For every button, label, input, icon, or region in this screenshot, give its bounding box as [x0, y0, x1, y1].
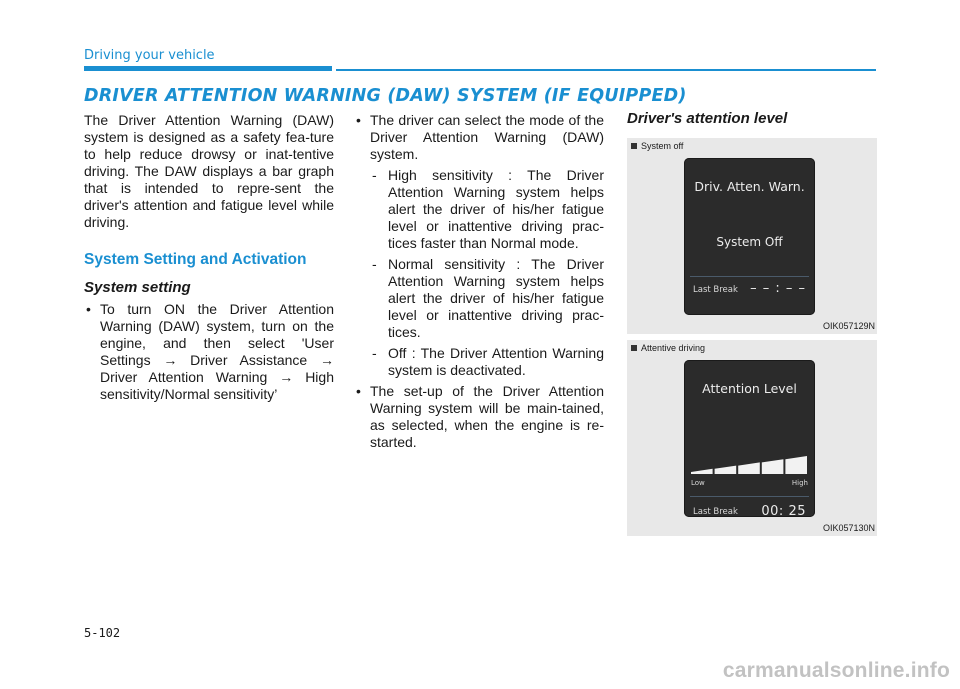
sub-item-text: Off : The Driver Attention Warning system is deactivated. — [388, 345, 604, 378]
page-number: 5-102 — [84, 626, 121, 640]
display-divider — [690, 496, 809, 497]
figure-code: OIK057129N — [822, 321, 875, 331]
display-divider — [690, 276, 809, 277]
bullet-text: To turn ON the Driver Attention Warning (DAW) system, turn on the engine, and then select 'User Settings → Driver Assistance → Driver Attention Warning → High sensitivity/Normal sensitivity’ — [100, 301, 334, 402]
attention-level-heading: Driver's attention level — [627, 110, 788, 127]
section-rule-thin — [336, 69, 876, 71]
last-break-value: 00: 25 — [761, 504, 806, 519]
attention-bar-segment — [691, 469, 713, 474]
display-status: System Off — [716, 235, 783, 249]
sub-item-text: Normal sensitivity : The Driver Attention Warning system helps alert the driver of his/her fatigue level or inattentive driving prac-tices. — [388, 256, 604, 340]
left-column — [84, 112, 334, 403]
display-title: Driv. Atten. Warn. — [694, 179, 805, 194]
figure-caption: System off — [631, 141, 683, 151]
last-break-value: – – : – – — [750, 281, 806, 296]
dash-icon: - — [372, 256, 377, 272]
bullet-item — [354, 112, 604, 163]
figure-system-off — [627, 138, 877, 334]
attention-bar-segment — [715, 466, 737, 474]
sub-item-high — [354, 167, 604, 252]
section-rule-thick — [84, 66, 332, 71]
bullet-item — [84, 301, 334, 403]
bullet-item — [354, 383, 604, 451]
attention-bar-segment — [762, 459, 784, 474]
bullet-icon: • — [356, 112, 361, 128]
attention-bar-segment — [785, 456, 807, 474]
dash-icon: - — [372, 345, 377, 361]
sub-item-off — [354, 345, 604, 379]
display-title: Attention Level — [702, 381, 797, 396]
cluster-display — [684, 158, 815, 315]
low-label: Low — [691, 479, 705, 487]
bullet-icon: • — [356, 383, 361, 399]
attention-bar-segment — [738, 462, 760, 474]
watermark[interactable]: carmanualsonline.info — [722, 659, 950, 682]
square-bullet-icon — [631, 143, 637, 149]
attention-level-bars — [691, 456, 807, 474]
bullet-icon: • — [86, 301, 91, 317]
setting-subheading: System setting — [84, 279, 191, 296]
figure-caption: Attentive driving — [631, 343, 705, 353]
middle-column — [354, 112, 604, 451]
dash-icon: - — [372, 167, 377, 183]
last-break-label: Last Break — [693, 507, 738, 517]
sub-item-text: High sensitivity : The Driver Attention Warning system helps alert the driver of his/her fatigue level or inattentive driving prac-tices faster than Normal mode. — [388, 167, 604, 251]
figure-attentive-driving — [627, 340, 877, 536]
bullet-text: The set-up of the Driver Attention Warning system will be main-tained, as selected, when the engine is re-started. — [370, 383, 604, 450]
cluster-display — [684, 360, 815, 517]
square-bullet-icon — [631, 345, 637, 351]
last-break-label: Last Break — [693, 285, 738, 295]
bullet-text: The driver can select the mode of the Driver Attention Warning (DAW) system. — [370, 112, 604, 162]
page-title: DRIVER ATTENTION WARNING (DAW) SYSTEM (IF EQUIPPED) — [84, 86, 687, 106]
setting-heading: System Setting and Activation — [84, 251, 307, 268]
intro-paragraph: The Driver Attention Warning (DAW) system is designed as a safety fea-ture to help reduce drowsy or inat-tentive driving. The DAW displays a bar graph that is intended to repre-sent the driver's attention and fatigue level while driving. — [84, 112, 334, 230]
high-label: High — [791, 479, 808, 487]
section-label: Driving your vehicle — [84, 48, 215, 63]
sub-item-normal — [354, 256, 604, 341]
figure-code: OIK057130N — [822, 523, 875, 533]
